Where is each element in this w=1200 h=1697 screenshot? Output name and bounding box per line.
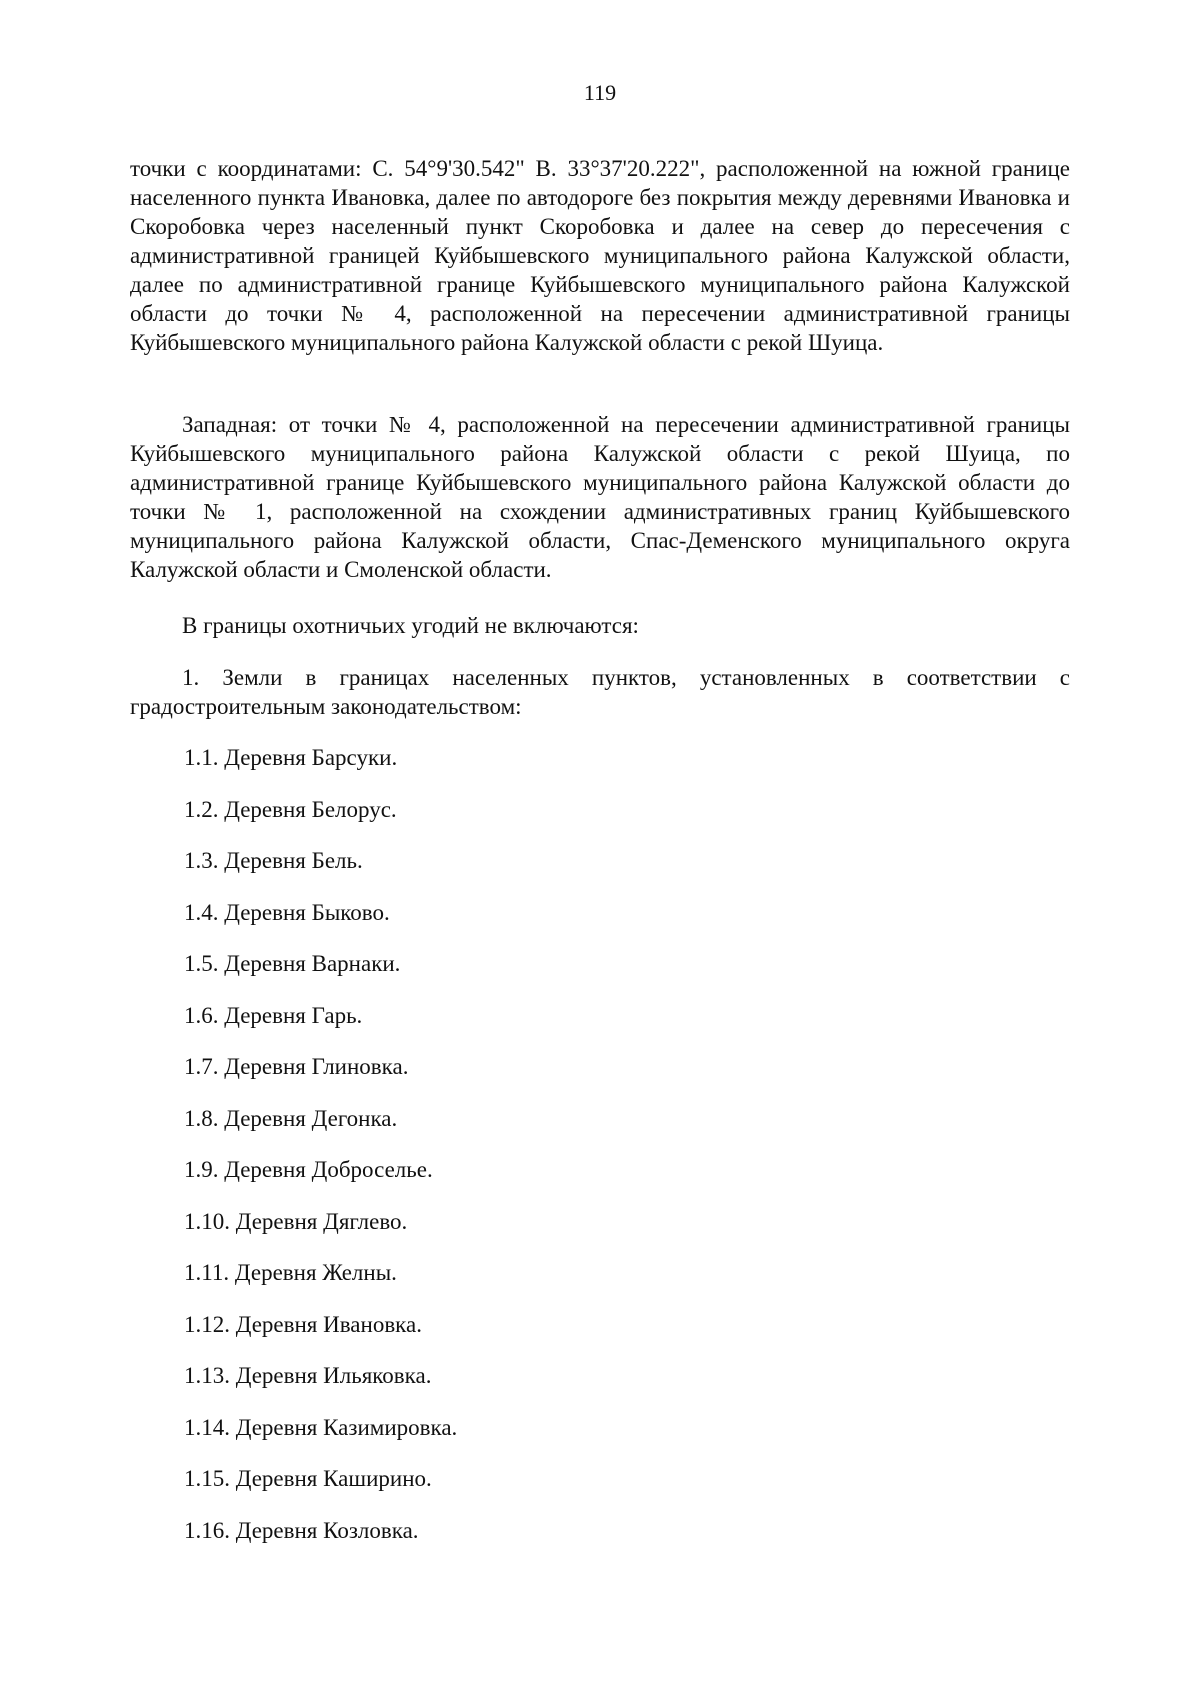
list-item: 1.11. Деревня Желны. <box>184 1260 397 1285</box>
list-item: 1.4. Деревня Быково. <box>184 899 390 925</box>
list-item: 1.16. Деревня Козловка. <box>184 1517 419 1543</box>
list-item: 1.12. Деревня Ивановка. <box>184 1311 422 1337</box>
settlements-list <box>184 743 457 1567</box>
boundary-description-paragraph: точки с координатами: С. 54°9'30.542" В. 33°37'20.222", расположенной на южной границе населенного пункта Ивановка, далее по автодороге без покрытия между деревнями Ивановка и Скоробовка через населенный пункт Скоробовка и далее на север до пересечения с административной границей Куйбышевского муниципального района Калужской области, далее по административной границе Куйбышевского муниципального района Калужской области до точки № 4, расположенной на пересечении административной границы Куйбышевского муниципального района Калужской области с рекой Шуица. <box>130 156 1070 355</box>
list-item: 1.3. Деревня Бель. <box>184 848 363 873</box>
list-item: 1.10. Деревня Дяглево. <box>184 1208 408 1234</box>
list-item: 1.2. Деревня Белорус. <box>184 796 397 822</box>
exclusion-item-1: 1. Земли в границах населенных пунктов, установленных в соответствии с градостроительным законодательством: <box>130 665 1070 719</box>
list-item: 1.15. Деревня Каширино. <box>184 1466 432 1491</box>
list-item: 1.6. Деревня Гарь. <box>184 1002 363 1028</box>
exclusions-heading: В границы охотничьих угодий не включаются: <box>182 613 639 638</box>
list-item: 1.5. Деревня Варнаки. <box>184 951 401 976</box>
page-number: 119 <box>583 80 617 105</box>
western-boundary-paragraph: Западная: от точки № 4, расположенной на пересечении административной границы Куйбышевского муниципального района Калужской области с рекой Шуица, по административной границе Куйбышевского муниципального района Калужской области до точки № 1, расположенной на схождении административных границ Куйбышевского муниципального района Калужской области, Спас-Деменского муниципального округа Калужской области и Смоленской области. <box>130 412 1070 582</box>
list-item: 1.8. Деревня Дегонка. <box>184 1105 398 1131</box>
list-item: 1.1. Деревня Барсуки. <box>184 745 398 770</box>
list-item: 1.13. Деревня Ильяковка. <box>184 1363 432 1388</box>
list-item: 1.9. Деревня Доброселье. <box>184 1157 433 1182</box>
list-item: 1.7. Деревня Глиновка. <box>184 1054 409 1079</box>
list-item: 1.14. Деревня Казимировка. <box>184 1414 458 1440</box>
